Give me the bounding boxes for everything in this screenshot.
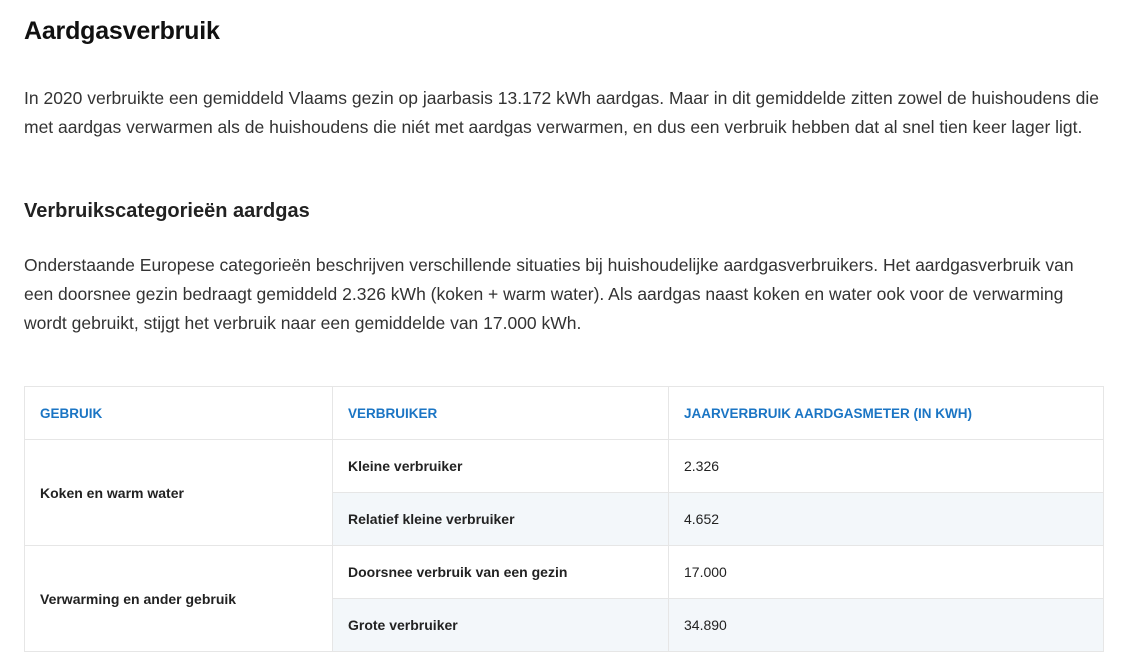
- header-gebruik: GEBRUIK: [25, 387, 333, 440]
- consumer-cell: Grote verbruiker: [333, 599, 669, 652]
- value-cell: 2.326: [669, 440, 1104, 493]
- consumer-cell: Kleine verbruiker: [333, 440, 669, 493]
- intro-paragraph: In 2020 verbruikte een gemiddeld Vlaams gezin op jaarbasis 13.172 kWh aardgas. Maar in dit gemiddelde zitten zowel de huishoudens die met aardgas verwarmen als de huishoudens die niét met aardgas verwarmen, en dus een verbruik hebben dat al snel tien keer lager ligt.: [24, 88, 1099, 137]
- usage-cell: Verwarming en ander gebruik: [25, 546, 333, 652]
- header-jaarverbruik: JAARVERBRUIK AARDGASMETER (IN KWH): [669, 387, 1104, 440]
- section-title: Verbruikscategorieën aardgas: [24, 200, 310, 222]
- value-cell: 17.000: [669, 546, 1104, 599]
- header-verbruiker: VERBRUIKER: [333, 387, 669, 440]
- table-row: [25, 546, 1104, 599]
- page-title: Aardgasverbruik: [24, 17, 220, 45]
- value-cell: 4.652: [669, 493, 1104, 546]
- table-header-row: [25, 387, 1104, 440]
- value-cell: 34.890: [669, 599, 1104, 652]
- consumer-cell: Doorsnee verbruik van een gezin: [333, 546, 669, 599]
- description-paragraph: Onderstaande Europese categorieën beschrijven verschillende situaties bij huishoudelijke aardgasverbruikers. Het aardgasverbruik van een doorsnee gezin bedraagt gemiddeld 2.326 kWh (koken + warm water). Als aardgas naast koken en water ook voor de verwarming wordt gebruikt, stijgt het verbruik naar een gemiddelde van 17.000 kWh.: [24, 255, 1074, 333]
- usage-cell: Koken en warm water: [25, 440, 333, 546]
- consumer-cell: Relatief kleine verbruiker: [333, 493, 669, 546]
- consumption-table: [24, 386, 1104, 652]
- table-row: [25, 440, 1104, 493]
